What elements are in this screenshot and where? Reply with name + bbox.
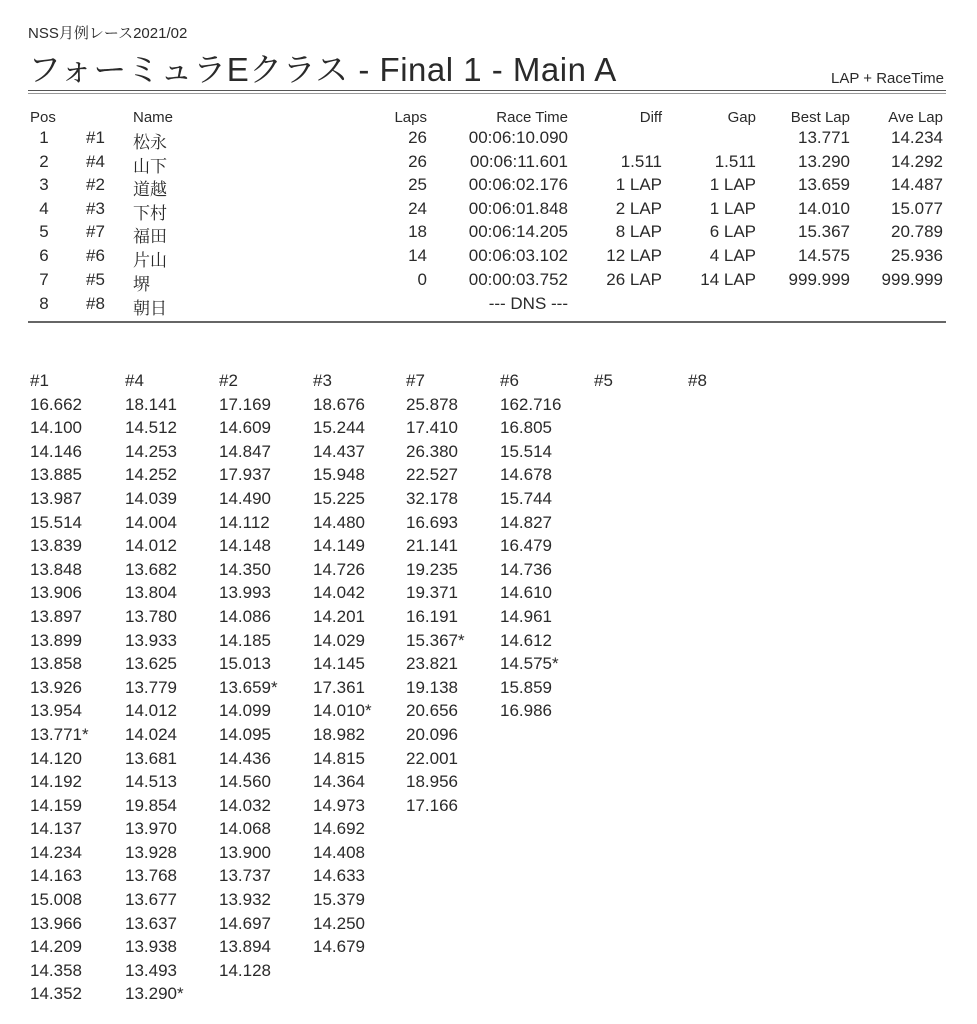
car-number-cell: #4 (86, 151, 105, 171)
best-lap-cell: 15.367 (798, 222, 850, 242)
best-lap-cell: 14.575 (798, 246, 850, 265)
lap-time: 22.001 (406, 748, 458, 768)
lap-time: 15.744 (500, 488, 552, 508)
gap-cell: 6 LAP (709, 222, 756, 242)
race-time-cell: 00:06:10.090 (468, 128, 568, 147)
lap-time: 14.692 (313, 819, 365, 839)
col-header-best-lap: Best Lap (790, 109, 850, 126)
lap-time: 13.681 (125, 748, 177, 768)
lap-column-header: #2 (219, 371, 238, 390)
lap-time: 14.012 (125, 536, 177, 556)
lap-time: 14.234 (30, 842, 82, 862)
lap-time: 15.225 (313, 488, 365, 508)
lap-time: 14.137 (30, 819, 82, 839)
lap-time: 25.878 (406, 394, 458, 414)
results-row (0, 152, 977, 176)
lap-time: 19.138 (406, 677, 458, 697)
lap-time: 14.815 (313, 748, 365, 768)
race-time-cell: 00:00:03.752 (468, 269, 568, 289)
lap-time: 18.141 (125, 394, 177, 414)
laps-cell: 18 (408, 222, 427, 242)
lap-time: 13.625 (125, 654, 177, 674)
lap-time: 16.986 (500, 701, 552, 721)
lap-time: 14.827 (500, 512, 552, 532)
lap-time: 13.938 (125, 937, 177, 957)
results-divider (28, 321, 946, 323)
lap-time: 26.380 (406, 441, 458, 461)
car-number-cell: #2 (86, 175, 105, 195)
col-header-diff: Diff (639, 109, 662, 126)
lap-time: 14.633 (313, 866, 365, 886)
race-time-cell: 00:06:02.176 (468, 175, 568, 195)
col-header-name: Name (133, 109, 174, 126)
lap-time: 18.982 (313, 724, 365, 744)
col-header-pos: Pos (30, 109, 56, 126)
results-row (0, 128, 977, 152)
lap-time: 14.012 (125, 701, 177, 721)
event-subtitle: NSS月例レース2021/02 (28, 25, 188, 42)
lap-time: 16.479 (500, 536, 552, 556)
diff-cell: 1 LAP (615, 175, 662, 195)
lap-time: 15.379 (313, 890, 365, 910)
lap-column (219, 369, 313, 982)
lap-time: 18.676 (313, 394, 365, 414)
lap-time: 17.937 (219, 465, 271, 485)
lap-time: 19.235 (406, 559, 458, 579)
lap-time: 13.932 (219, 890, 271, 910)
results-row-dns (0, 294, 977, 318)
lap-time: 14.612 (500, 630, 552, 650)
car-number-cell: #1 (86, 128, 105, 147)
ave-lap-cell: 14.292 (891, 151, 943, 171)
car-number-cell: #6 (86, 246, 105, 265)
timing-mode-label: LAP + RaceTime (831, 70, 944, 87)
lap-time: 14.408 (313, 842, 365, 862)
lap-time: 13.858 (30, 654, 82, 674)
lap-time: 14.961 (500, 606, 552, 626)
lap-time: 14.678 (500, 465, 552, 485)
results-row (0, 222, 977, 246)
driver-name-cell: 下村 (133, 203, 167, 223)
lap-time: 14.099 (219, 701, 271, 721)
lap-time: 14.253 (125, 441, 177, 461)
col-header-race-time: Race Time (496, 109, 568, 126)
lap-column-header: #6 (500, 371, 519, 390)
pos-cell: 3 (39, 175, 49, 195)
lap-time: 14.736 (500, 559, 552, 579)
lap-time: 19.854 (125, 795, 177, 815)
lap-time: 13.900 (219, 842, 271, 862)
lap-time: 13.970 (125, 819, 177, 839)
lap-time: 14.100 (30, 418, 82, 438)
best-lap-cell: 13.771 (798, 128, 850, 147)
lap-time: 14.192 (30, 772, 82, 792)
lap-time: 15.008 (30, 890, 82, 910)
lap-time: 13.885 (30, 465, 82, 485)
lap-time: 13.682 (125, 559, 177, 579)
lap-column (500, 369, 594, 723)
lap-time: 14.185 (219, 630, 271, 650)
ave-lap-cell: 15.077 (891, 198, 943, 218)
ave-lap-cell: 20.789 (891, 222, 943, 242)
lap-column-header: #8 (688, 371, 707, 390)
lap-time: 14.029 (313, 630, 365, 650)
pos-cell: 7 (39, 269, 49, 289)
lap-time: 14.042 (313, 583, 365, 603)
lap-time: 14.726 (313, 559, 365, 579)
lap-column-header: #7 (406, 371, 425, 390)
lap-time: 32.178 (406, 488, 458, 508)
lap-time: 13.987 (30, 488, 82, 508)
ave-lap-cell: 14.234 (891, 128, 943, 147)
lap-time: 14.112 (219, 512, 270, 532)
lap-time: 16.693 (406, 512, 458, 532)
lap-time: 14.436 (219, 748, 271, 768)
results-row (0, 199, 977, 223)
pos-cell: 1 (39, 128, 49, 147)
lap-time: 13.848 (30, 559, 82, 579)
lap-time: 14.032 (219, 795, 271, 815)
lap-time: 14.609 (219, 418, 271, 438)
lap-time: 13.933 (125, 630, 177, 650)
lap-time: 15.013 (219, 654, 271, 674)
lap-column (688, 369, 782, 393)
lap-time: 15.367* (406, 630, 465, 650)
lap-time: 14.159 (30, 795, 82, 815)
lap-time: 14.209 (30, 937, 82, 957)
lap-time: 20.656 (406, 701, 458, 721)
lap-time: 14.145 (313, 654, 365, 674)
results-row (0, 175, 977, 199)
results-row (0, 270, 977, 294)
lap-time: 16.191 (406, 606, 458, 626)
race-time-cell: 00:06:01.848 (468, 198, 568, 218)
gap-cell: 1 LAP (709, 198, 756, 218)
lap-time: 14.350 (219, 559, 271, 579)
best-lap-cell: 14.010 (798, 198, 850, 218)
pos-cell: 4 (39, 198, 49, 218)
lap-time: 13.677 (125, 890, 177, 910)
lap-time: 13.290* (125, 984, 184, 1004)
car-number-cell: #5 (86, 269, 105, 289)
page-title: フォーミュラEクラス - Final 1 - Main A (28, 51, 617, 88)
diff-cell: 26 LAP (606, 269, 662, 289)
lap-time: 17.166 (406, 795, 458, 815)
best-lap-cell: 999.999 (788, 269, 850, 289)
lap-time: 17.410 (406, 418, 458, 438)
lap-time: 14.128 (219, 960, 271, 980)
laps-cell: 25 (408, 175, 427, 195)
lap-time: 14.560 (219, 772, 271, 792)
car-number-cell: #7 (86, 222, 105, 242)
lap-column (406, 369, 500, 817)
lap-time: 14.004 (125, 512, 177, 532)
col-header-gap: Gap (727, 109, 756, 126)
gap-cell: 4 LAP (709, 246, 756, 265)
lap-time: 16.662 (30, 394, 82, 414)
lap-time: 21.141 (406, 536, 458, 556)
lap-time: 13.779 (125, 677, 177, 697)
lap-column-header: #1 (30, 371, 49, 390)
lap-time: 14.697 (219, 913, 271, 933)
lap-time: 14.095 (219, 724, 271, 744)
lap-time: 23.821 (406, 654, 458, 674)
laps-cell: 0 (417, 269, 427, 289)
laps-cell: 26 (408, 151, 427, 171)
lap-time: 13.894 (219, 937, 271, 957)
diff-cell: 1.511 (620, 151, 662, 171)
car-number-cell: #3 (86, 198, 105, 218)
lap-time: 19.371 (406, 583, 458, 603)
lap-time: 13.926 (30, 677, 82, 697)
best-lap-cell: 13.659 (798, 175, 850, 195)
gap-cell: 14 LAP (700, 269, 756, 289)
driver-name-cell: 堺 (133, 274, 150, 294)
lap-time: 14.252 (125, 465, 177, 485)
diff-cell: 8 LAP (615, 222, 662, 242)
lap-time: 15.514 (500, 441, 552, 461)
diff-cell: 12 LAP (606, 246, 662, 265)
lap-time: 14.146 (30, 441, 82, 461)
lap-time: 13.966 (30, 913, 82, 933)
lap-time: 14.149 (313, 536, 365, 556)
lap-time: 14.513 (125, 772, 177, 792)
pos-cell: 8 (39, 294, 49, 313)
lap-time: 14.480 (313, 512, 365, 532)
lap-time: 20.096 (406, 724, 458, 744)
ave-lap-cell: 999.999 (881, 269, 943, 289)
lap-time: 14.201 (313, 606, 365, 626)
lap-time: 14.610 (500, 583, 552, 603)
lap-column-header: #5 (594, 371, 613, 390)
lap-column (30, 369, 124, 1006)
lap-time: 13.897 (30, 606, 82, 626)
header-divider (28, 90, 946, 91)
lap-column-header: #3 (313, 371, 332, 390)
lap-time: 13.659* (219, 677, 278, 697)
diff-cell: 2 LAP (615, 198, 662, 218)
lap-time: 14.437 (313, 441, 365, 461)
lap-column (125, 369, 219, 1006)
lap-time: 15.514 (30, 512, 82, 532)
driver-name-cell: 松永 (133, 133, 167, 152)
lap-time: 14.679 (313, 937, 365, 957)
lap-time: 15.948 (313, 465, 365, 485)
lap-column-header: #4 (125, 371, 144, 390)
lap-time: 13.804 (125, 583, 177, 603)
lap-time: 14.148 (219, 536, 271, 556)
laps-cell: 14 (408, 246, 427, 265)
best-lap-cell: 13.290 (798, 151, 850, 171)
race-time-cell: 00:06:11.601 (470, 151, 568, 171)
lap-time: 13.906 (30, 583, 82, 603)
lap-time: 13.780 (125, 606, 177, 626)
header-divider-thin (28, 93, 946, 94)
ave-lap-cell: 14.487 (891, 175, 943, 195)
lap-time: 15.859 (500, 677, 552, 697)
lap-time: 14.068 (219, 819, 271, 839)
lap-time: 13.839 (30, 536, 82, 556)
laps-cell: 24 (408, 198, 427, 218)
lap-time: 13.928 (125, 842, 177, 862)
lap-time: 16.805 (500, 418, 552, 438)
lap-time: 13.737 (219, 866, 271, 886)
lap-time: 14.120 (30, 748, 82, 768)
driver-name-cell: 片山 (133, 251, 167, 270)
lap-time: 18.956 (406, 772, 458, 792)
lap-column (594, 369, 688, 393)
lap-time: 13.493 (125, 960, 177, 980)
lap-time: 162.716 (500, 394, 562, 414)
lap-column (313, 369, 407, 959)
race-time-cell: 00:06:03.102 (468, 246, 568, 265)
lap-time: 14.512 (125, 418, 177, 438)
ave-lap-cell: 25.936 (891, 246, 943, 265)
lap-time: 14.847 (219, 441, 271, 461)
laps-cell: 26 (408, 128, 427, 147)
lap-time: 14.973 (313, 795, 365, 815)
lap-time: 14.575* (500, 654, 559, 674)
lap-time: 14.086 (219, 606, 271, 626)
driver-name-cell: 朝日 (133, 299, 167, 318)
race-time-cell: 00:06:14.205 (468, 222, 568, 242)
col-header-ave-lap: Ave Lap (888, 109, 943, 126)
lap-time: 14.352 (30, 984, 82, 1004)
driver-name-cell: 道越 (133, 180, 167, 200)
driver-name-cell: 山下 (133, 156, 167, 176)
lap-time: 13.771* (30, 724, 89, 744)
dns-status: --- DNS --- (488, 294, 568, 313)
lap-time: 13.637 (125, 913, 177, 933)
lap-time: 13.899 (30, 630, 82, 650)
lap-time: 14.039 (125, 488, 177, 508)
lap-time: 22.527 (406, 465, 458, 485)
pos-cell: 5 (39, 222, 49, 242)
pos-cell: 6 (39, 246, 49, 265)
col-header-laps: Laps (394, 109, 427, 126)
lap-time: 14.163 (30, 866, 82, 886)
car-number-cell: #8 (86, 294, 105, 313)
results-row (0, 246, 977, 270)
driver-name-cell: 福田 (133, 227, 167, 247)
pos-cell: 2 (39, 151, 49, 171)
lap-time: 13.954 (30, 701, 82, 721)
lap-time: 13.768 (125, 866, 177, 886)
lap-time: 17.169 (219, 394, 271, 414)
lap-time: 14.358 (30, 960, 82, 980)
lap-time: 14.364 (313, 772, 365, 792)
lap-time: 14.250 (313, 913, 365, 933)
lap-time: 14.024 (125, 724, 177, 744)
lap-time: 14.490 (219, 488, 271, 508)
gap-cell: 1 LAP (709, 175, 756, 195)
lap-time: 13.993 (219, 583, 271, 603)
lap-time: 14.010* (313, 701, 372, 721)
lap-time: 17.361 (313, 677, 365, 697)
lap-time: 15.244 (313, 418, 365, 438)
gap-cell: 1.511 (714, 151, 756, 171)
